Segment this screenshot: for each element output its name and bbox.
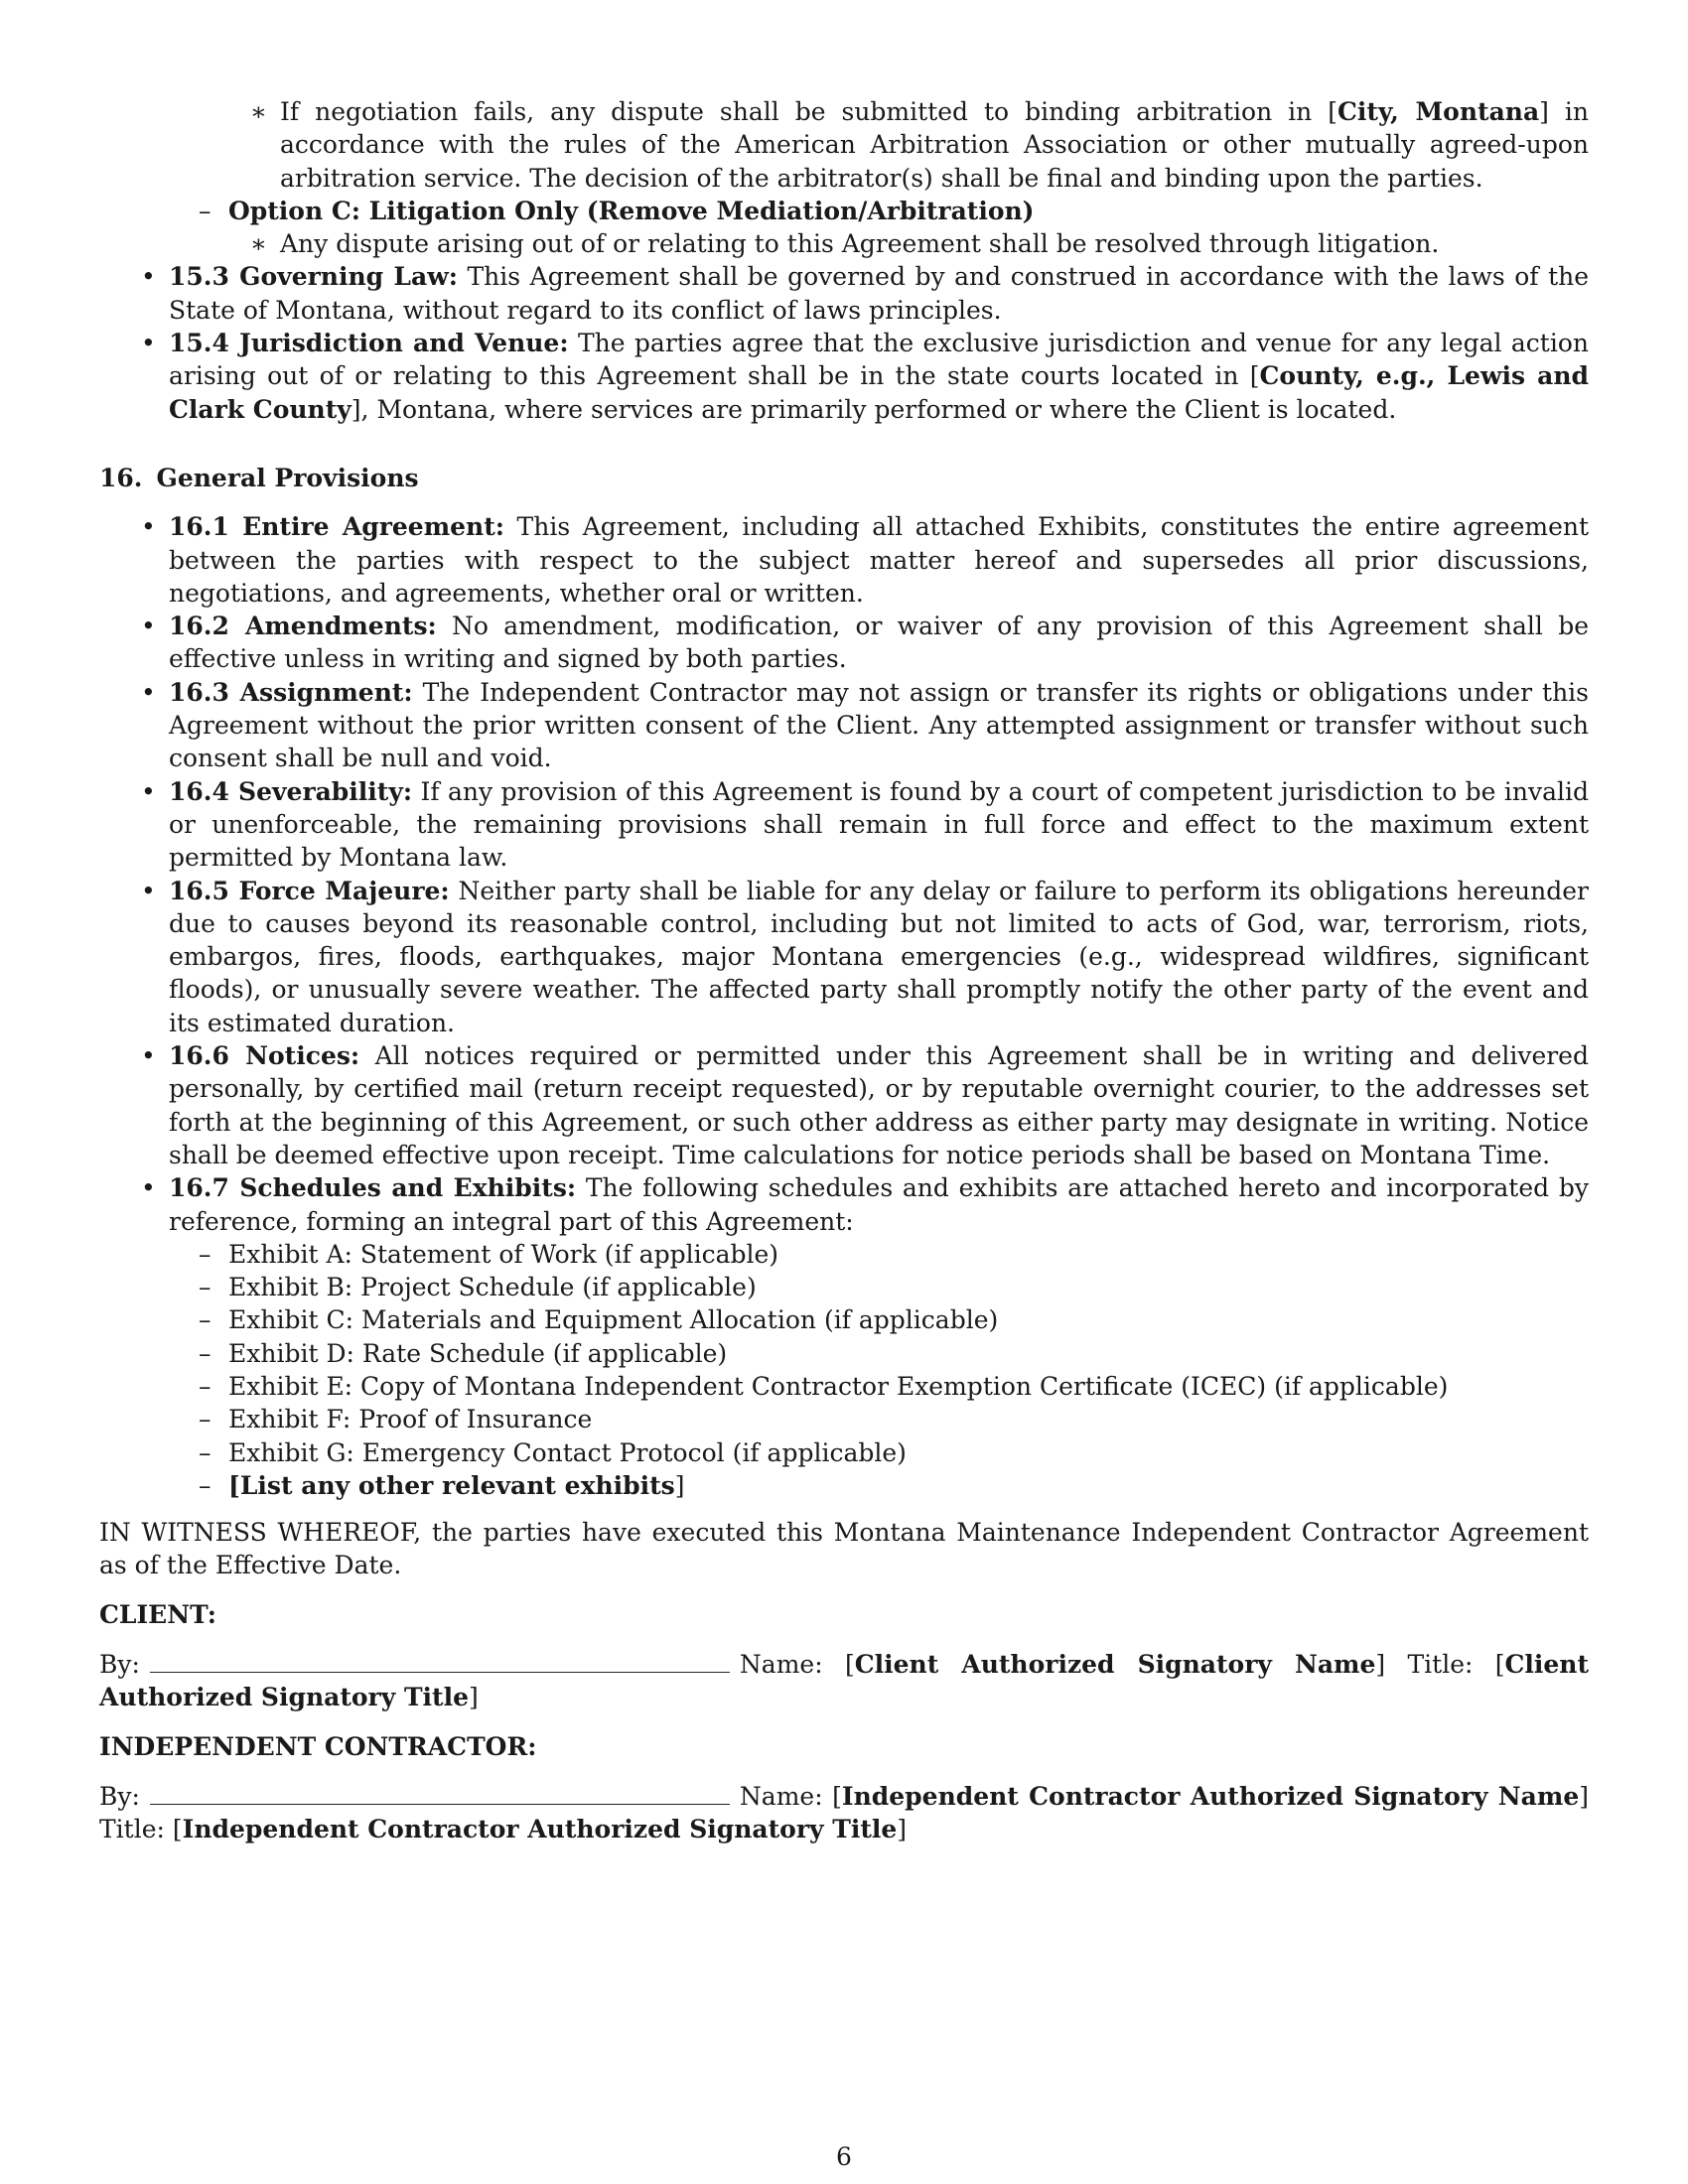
section-16-heading: 16. General Provisions [99, 463, 419, 492]
clause-16-6: • 16.6 Notices: All notices required or permitted under this Agreement shall be in writing and delivered personally, by certified mail (return receipt requested), or by reputable overnight courier, to the addresses set forth at the beginning of this Agreement, or such other address as either party may designate in writing. Notice shall be deemed effective upon receipt. Time calculations for notice periods shall be based on Montana Time. [99, 1039, 1589, 1171]
client-heading: CLIENT: [99, 1599, 217, 1629]
contractor-heading: INDEPENDENT CONTRACTOR: [99, 1731, 537, 1761]
clause-16-2: • 16.2 Amendments: No amendment, modification, or waiver of any provision of this Agreement shall be effective unless in writing and signed by both parties. [99, 610, 1589, 676]
contractor-signatory-name: Independent Contractor Authorized Signatory Name [841, 1781, 1580, 1811]
witness-statement: IN WITNESS WHEREOF, the parties have executed this Montana Maintenance Independent Contractor Agreement as of the Effective Date. [99, 1518, 1589, 1580]
list-item: – Exhibit D: Rate Schedule (if applicable) [99, 1337, 1589, 1370]
placeholder-county: County, e.g., Lewis and Clark County [169, 361, 1589, 424]
client-signatory-title: Client Authorized Signatory Title [99, 1650, 1590, 1712]
option-c-clause: ∗ Any dispute arising out of or relating to this Agreement shall be resolved through litigation. [99, 227, 1589, 260]
client-signatory-name: Client Authorized Signatory Name [854, 1650, 1376, 1680]
clause-15-4: • 15.4 Jurisdiction and Venue: The parties agree that the exclusive jurisdiction and venue for any legal action arising out of or relating to this Agreement shall be in the state courts located in [County, e.g., Lewis and Clark County], Montana, where services are primarily performed or where the Client is located. [99, 327, 1589, 426]
exhibit-list [99, 1238, 1589, 1502]
option-c-heading: – Option C: Litigation Only (Remove Mediation/Arbitration) [99, 195, 1589, 227]
page-number: 6 [836, 2142, 852, 2171]
clause-16-5: • 16.5 Force Majeure: Neither party shall be liable for any delay or failure to perform its obligations hereunder due to causes beyond its reasonable control, including but not limited to acts of God, war, terrorism, riots, embargos, fires, floods, earthquakes, major Montana emergencies (e.g., widespread wildfires, significant floods), or unusually severe weather. The affected party shall promptly notify the other party of the event and its estimated duration. [99, 875, 1589, 1039]
list-item-other-exhibits: – [List any other relevant exhibits] [99, 1469, 1589, 1502]
client-signature-line[interactable] [150, 1646, 730, 1673]
clause-16-4: • 16.4 Severability: If any provision of this Agreement is found by a court of competent jurisdiction to be invalid or unenforceable, the remaining provisions shall remain in full force and effect to the maximum extent permitted by Montana law. [99, 775, 1589, 875]
list-item: – Exhibit F: Proof of Insurance [99, 1403, 1589, 1435]
list-item: – Exhibit B: Project Schedule (if applicable) [99, 1271, 1589, 1303]
contractor-signatory-title: Independent Contractor Authorized Signatory Title [182, 1815, 898, 1844]
clause-16-1: • 16.1 Entire Agreement: This Agreement, including all attached Exhibits, constitutes the entire agreement between the parties with respect to the subject matter hereof and supersedes all prior discussions, negotiations, and agreements, whether oral or written. [99, 510, 1589, 610]
placeholder-city: City, Montana [1337, 97, 1540, 126]
section-16-list [99, 510, 1589, 1238]
client-signature-block: By: Name: [Client Authorized Signatory Name] Title: [Client Authorized Signatory Title] [99, 1646, 1589, 1714]
list-item: – Exhibit A: Statement of Work (if applicable) [99, 1238, 1589, 1271]
clause-16-7: • 16.7 Schedules and Exhibits: The following schedules and exhibits are attached hereto and incorporated by reference, forming an integral part of this Agreement: [99, 1171, 1589, 1238]
document-page [99, 95, 1589, 1846]
option-b-arbitration-clause: ∗ If negotiation fails, any dispute shall be submitted to binding arbitration in [City, Montana] in accordance with the rules of the American Arbitration Association or other mutually agreed-upon arbitration service. The decision of the arbitrator(s) shall be final and binding upon the parties. [99, 95, 1589, 195]
contractor-signature-line[interactable] [150, 1778, 730, 1805]
list-item: – Exhibit C: Materials and Equipment Allocation (if applicable) [99, 1303, 1589, 1336]
clause-15-3: • 15.3 Governing Law: This Agreement shall be governed by and construed in accordance with the laws of the State of Montana, without regard to its conflict of laws principles. [99, 260, 1589, 327]
list-item: – Exhibit E: Copy of Montana Independent Contractor Exemption Certificate (ICEC) (if applicable) [99, 1370, 1589, 1403]
clause-16-3: • 16.3 Assignment: The Independent Contractor may not assign or transfer its rights or obligations under this Agreement without the prior written consent of the Client. Any attempted assignment or transfer without such consent shall be null and void. [99, 676, 1589, 775]
contractor-signature-block: By: Name: [Independent Contractor Authorized Signatory Name] Title: [Independent Contractor Authorized Signatory Title] [99, 1778, 1589, 1846]
list-item: – Exhibit G: Emergency Contact Protocol (if applicable) [99, 1436, 1589, 1469]
